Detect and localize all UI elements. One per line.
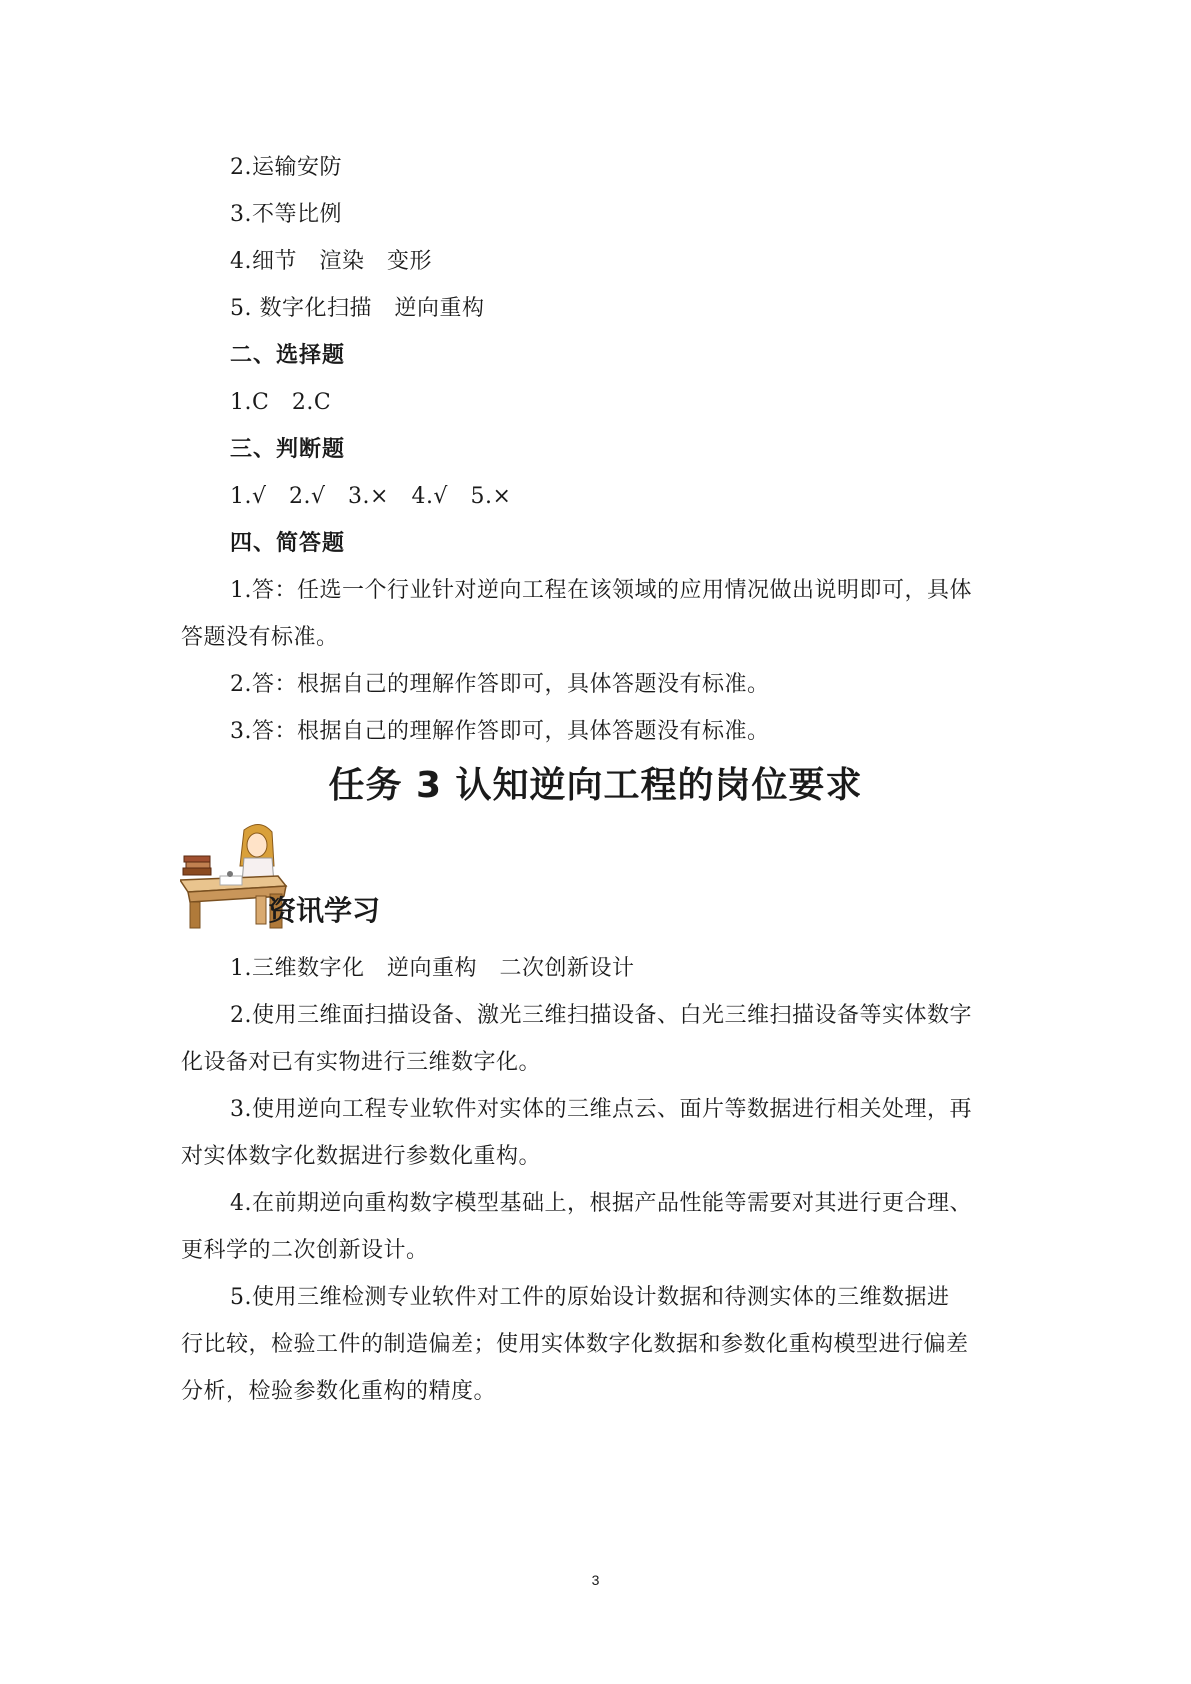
short-answer-1-line2: 答题没有标准。 [181, 625, 339, 650]
study-banner-label: 资讯学习 [268, 894, 381, 927]
study-answer-5-line2: 行比较，检验工件的制造偏差；使用实体数字化数据和参数化重构模型进行偏差 [181, 1332, 969, 1357]
judge-heading: 三、判断题 [230, 437, 346, 462]
study-answer-2-line1: 2.使用三维面扫描设备、激光三维扫描设备、白光三维扫描设备等实体数字 [230, 1003, 972, 1028]
page-number: 3 [591, 1572, 600, 1588]
choice-answers: 1.C 2.C [230, 390, 332, 415]
study-answer-3-line1: 3.使用逆向工程专业软件对实体的三维点云、面片等数据进行相关处理，再 [230, 1097, 972, 1122]
fill-answer-5: 5. 数字化扫描 逆向重构 [230, 296, 485, 321]
judge-answers: 1.√ 2.√ 3.× 4.√ 5.× [230, 484, 512, 509]
short-answer-1-line1: 1.答：任选一个行业针对逆向工程在该领域的应用情况做出说明即可，具体 [230, 578, 972, 603]
study-answer-5-line1: 5.使用三维检测专业软件对工件的原始设计数据和待测实体的三维数据进 [230, 1285, 950, 1310]
study-answer-4-line1: 4.在前期逆向重构数字模型基础上，根据产品性能等需要对其进行更合理、 [230, 1191, 972, 1216]
study-answer-5-line3: 分析，检验参数化重构的精度。 [181, 1379, 497, 1404]
short-answer-2: 2.答：根据自己的理解作答即可，具体答题没有标准。 [230, 672, 770, 697]
study-answer-3-line2: 对实体数字化数据进行参数化重构。 [181, 1144, 542, 1169]
fill-answer-2: 2.运输安防 [230, 155, 342, 180]
study-answer-2-line2: 化设备对已有实物进行三维数字化。 [181, 1050, 542, 1075]
study-answer-4-line2: 更科学的二次创新设计。 [181, 1238, 429, 1263]
task-title: 任务 3 认知逆向工程的岗位要求 [328, 765, 863, 806]
fill-answer-3: 3.不等比例 [230, 202, 342, 227]
choice-heading: 二、选择题 [230, 343, 346, 368]
study-answer-1: 1.三维数字化 逆向重构 二次创新设计 [230, 956, 635, 981]
short-answer-3: 3.答：根据自己的理解作答即可，具体答题没有标准。 [230, 719, 770, 744]
fill-answer-4: 4.细节 渲染 变形 [230, 249, 432, 274]
short-answer-heading: 四、简答题 [230, 531, 346, 556]
